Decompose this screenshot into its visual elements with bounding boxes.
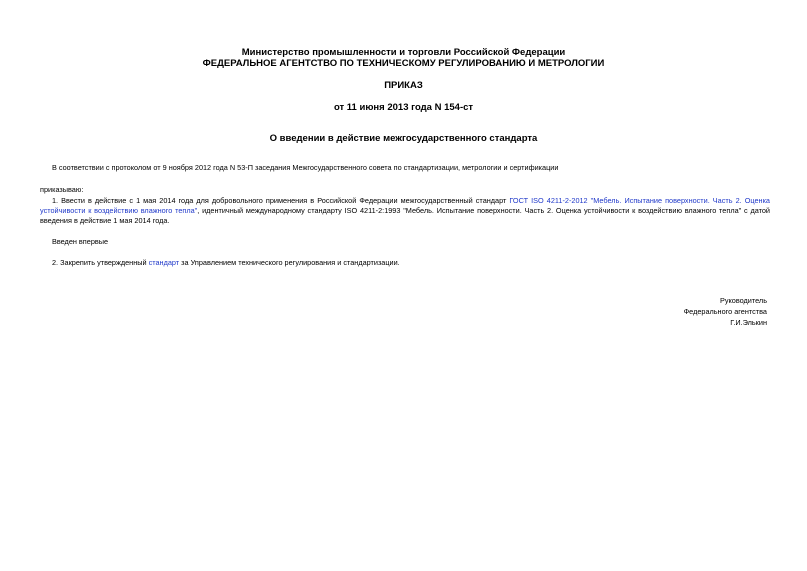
item2-text-start: 2. Закрепить утвержденный <box>52 258 149 267</box>
intro-paragraph: В соответствии с протоколом от 9 ноября 2012 года N 53-П заседания Межгосударственного совета по стандартизации, метрологии и сертификации <box>52 163 559 172</box>
signature-name: Г.И.Элькин <box>730 318 767 327</box>
order-word: приказываю: <box>40 185 84 194</box>
ministry-title: Министерство промышленности и торговли Российской Федерации <box>241 47 566 58</box>
standard-link[interactable]: стандарт <box>148 258 180 267</box>
item1-text-start: 1. Ввести в действие с 1 мая 2014 года для добровольного применения в Российской Федерации межгосударственный стандарт <box>52 196 510 205</box>
gost-standard-link[interactable]: ГОСТ ISO 4211-2-2012 "Мебель. Испытание поверхности. Часть 2. Оценка устойчивости к воздействию влажного тепла" <box>40 196 770 215</box>
order-item-2 <box>52 258 400 268</box>
item2-text-end: за Управлением технического регулирования и стандартизации. <box>179 258 400 267</box>
signature-title: Руководитель <box>719 296 767 305</box>
item1-text-end: , идентичный международному стандарту ISO 4211-2:1993 "Мебель. Испытание поверхности. Часть 2. Оценка устойчивости к воздействию влажного тепла" с датой введения в действие 1 мая 2014 года. <box>40 206 770 225</box>
agency-title: ФЕДЕРАЛЬНОЕ АГЕНТСТВО ПО ТЕХНИЧЕСКОМУ РЕГУЛИРОВАНИЮ И МЕТРОЛОГИИ <box>202 58 605 69</box>
order-item-1 <box>40 196 770 226</box>
document-subject: О введении в действие межгосударственного стандарта <box>269 133 538 144</box>
document-type: ПРИКАЗ <box>384 80 423 91</box>
first-introduced-note: Введен впервые <box>52 237 109 246</box>
document-date: от 11 июня 2013 года N 154-ст <box>333 102 474 113</box>
signature-agency: Федерального агентства <box>683 307 767 316</box>
